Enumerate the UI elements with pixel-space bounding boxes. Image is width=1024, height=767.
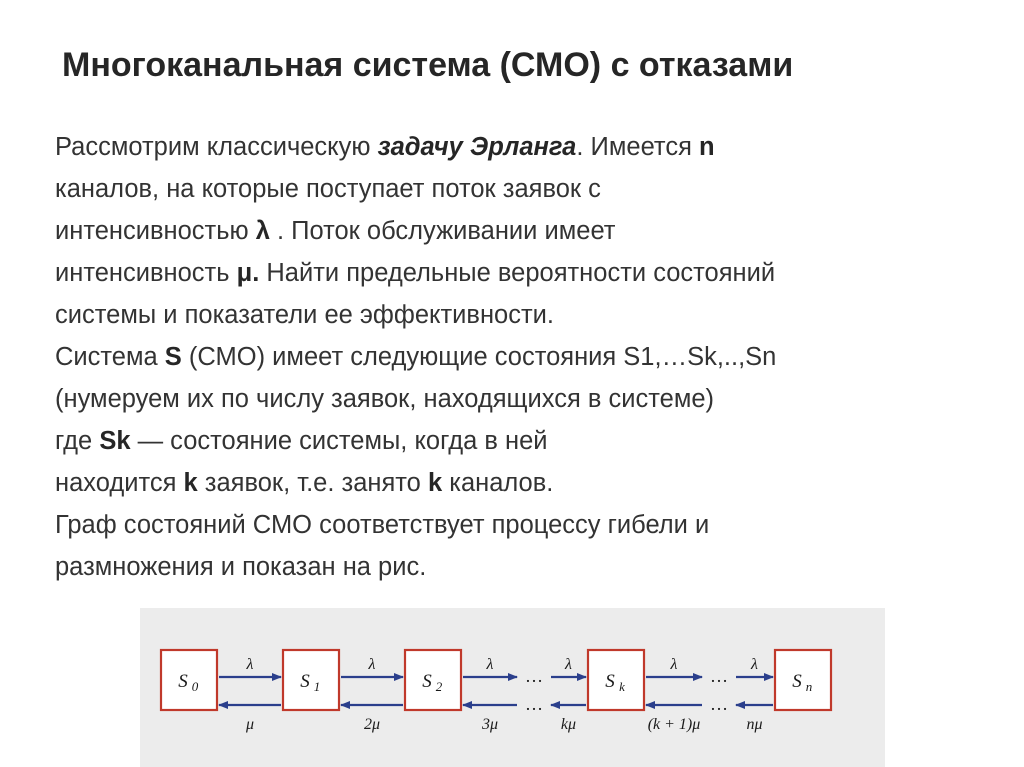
backward-rate-label: μ	[245, 716, 255, 733]
state-label: S	[605, 671, 615, 692]
ellipsis-mark: …	[525, 666, 543, 686]
state-label: S	[300, 671, 310, 692]
text-line	[55, 252, 995, 294]
state-box	[775, 650, 831, 710]
state-box	[588, 650, 644, 710]
text-line	[55, 210, 995, 252]
symbol-lambda: λ	[255, 217, 270, 245]
state-subscript: 1	[313, 679, 321, 694]
text-line: системы и показатели ее эффективности.	[55, 301, 554, 329]
forward-rate-label: λ	[670, 656, 678, 673]
state-node	[161, 650, 217, 710]
backward-rate-label: 2μ	[363, 716, 381, 733]
state-subscript: 0	[191, 679, 199, 694]
symbol-k: k	[427, 469, 443, 497]
text-line	[55, 336, 995, 378]
text-run: — состояние системы, когда в ней	[130, 427, 548, 455]
state-box	[283, 650, 339, 710]
symbol-k: k	[183, 469, 198, 497]
forward-rate-label: λ	[368, 656, 376, 673]
symbol-n: n	[698, 133, 715, 161]
backward-rate-label: 3μ	[481, 716, 499, 733]
state-subscript: 2	[435, 679, 443, 694]
backward-rate-label: nμ	[746, 716, 763, 733]
state-graph-diagram	[140, 608, 885, 767]
state-subscript: n	[805, 679, 813, 694]
text-run: каналов.	[442, 469, 554, 497]
text-run: . Имеется	[576, 133, 699, 161]
paragraph-state-graph	[55, 504, 995, 588]
paragraph-erlang-task	[55, 126, 995, 336]
forward-rate-label: λ	[246, 656, 254, 673]
text-run: (СМО) имеет следующие состояния S1,…Sk,..,Sn	[181, 343, 777, 371]
text-line: размножения и показан на рис.	[55, 553, 427, 581]
slide-title: Многоканальная система (СМО) с отказами	[62, 46, 794, 84]
symbol-mu: μ.	[236, 259, 260, 287]
text-run: Система	[55, 343, 165, 371]
state-box	[161, 650, 217, 710]
ellipsis-mark: …	[710, 694, 728, 714]
state-node	[588, 650, 644, 710]
state-graph-figure	[140, 608, 885, 767]
text-run: находится	[55, 469, 184, 497]
state-node	[283, 650, 339, 710]
backward-rate-label: kμ	[560, 716, 577, 733]
text-line	[55, 126, 995, 168]
backward-rate-label: (k + 1)μ	[647, 716, 701, 733]
ellipsis-mark: …	[525, 694, 543, 714]
text-line: (нумеруем их по числу заявок, находящихся в системе)	[55, 385, 715, 413]
text-run: Найти предельные вероятности состояний	[259, 259, 776, 287]
text-line	[55, 420, 995, 462]
text-run: . Поток обслуживании имеет	[269, 217, 616, 245]
text-line	[55, 462, 995, 504]
symbol-sk: Sk	[99, 427, 131, 455]
state-subscript: k	[619, 679, 625, 694]
paragraph-system-states	[55, 336, 995, 504]
text-run: где	[55, 427, 100, 455]
state-label: S	[792, 671, 802, 692]
text-line: каналов, на которые поступает поток заявок с	[55, 175, 601, 203]
slide-body	[55, 126, 995, 588]
text-run: Рассмотрим классическую	[55, 133, 378, 161]
symbol-s: S	[164, 343, 182, 371]
text-line: Граф состояний СМО соответствует процессу гибели и	[55, 511, 710, 539]
ellipsis-mark: …	[710, 666, 728, 686]
text-run: интенсивностью	[55, 217, 256, 245]
text-run: интенсивность	[55, 259, 237, 287]
state-label: S	[422, 671, 432, 692]
forward-rate-label: λ	[751, 656, 758, 673]
text-run: заявок, т.е. занято	[197, 469, 428, 497]
state-node	[405, 650, 461, 710]
forward-rate-label: λ	[486, 656, 494, 673]
state-box	[405, 650, 461, 710]
emphasis-erlang-task: задачу Эрланга	[377, 133, 577, 161]
state-label: S	[178, 671, 188, 692]
forward-rate-label: λ	[565, 656, 572, 673]
state-node	[775, 650, 831, 710]
